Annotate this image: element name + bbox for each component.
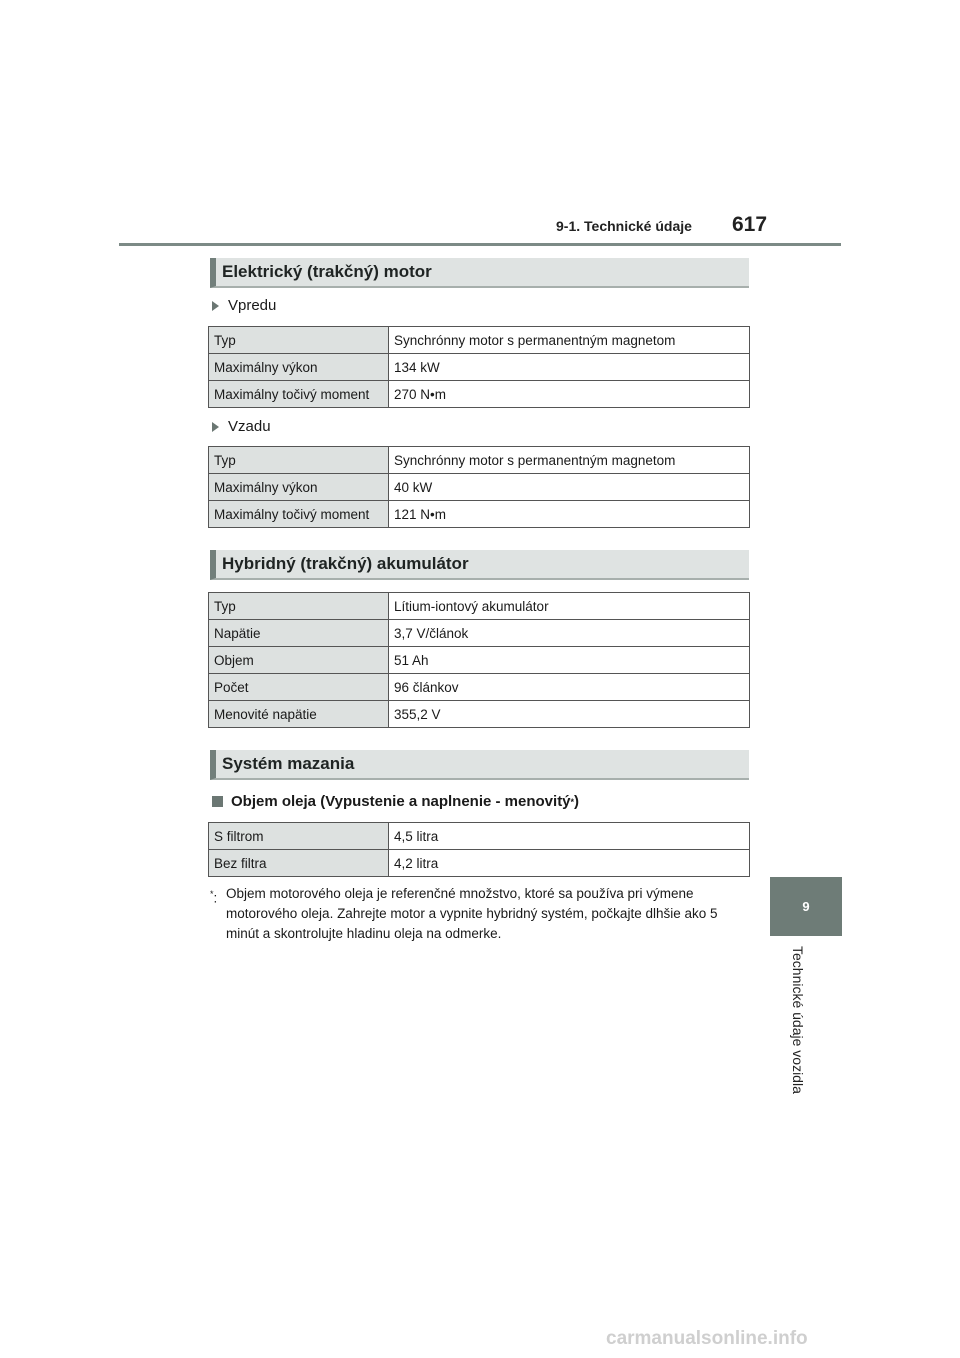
table-row	[209, 593, 750, 620]
table-row	[209, 674, 750, 701]
row-label: Maximálny točivý moment	[209, 501, 389, 528]
table-row	[209, 850, 750, 877]
row-label: Maximálny výkon	[209, 354, 389, 381]
row-value: 355,2 V	[389, 701, 750, 728]
row-label: Objem	[209, 647, 389, 674]
row-label: Napätie	[209, 620, 389, 647]
row-value: 51 Ah	[389, 647, 750, 674]
row-value: 3,7 V/článok	[389, 620, 750, 647]
row-label: Počet	[209, 674, 389, 701]
row-value: 96 článkov	[389, 674, 750, 701]
section-title-battery: Hybridný (trakčný) akumulátor	[210, 550, 749, 580]
footnote-colon: :	[213, 890, 218, 906]
subheading-rear	[212, 418, 271, 435]
section-title-lubrication: Systém mazania	[210, 750, 749, 780]
subheading-front-label: Vpredu	[228, 297, 277, 314]
footnote-asterisk: *	[210, 889, 214, 899]
table-row	[209, 474, 750, 501]
table-row	[209, 620, 750, 647]
table-row	[209, 381, 750, 408]
row-value: 121 N•m	[389, 501, 750, 528]
section-title-motor: Elektrický (trakčný) motor	[210, 258, 749, 288]
table-row	[209, 501, 750, 528]
subheading-oil	[212, 793, 579, 810]
row-label: Menovité napätie	[209, 701, 389, 728]
table-row	[209, 823, 750, 850]
chapter-tab	[770, 877, 842, 936]
table-row	[209, 327, 750, 354]
section-heading: 9-1. Technické údaje	[556, 218, 692, 234]
row-value: Synchrónny motor s permanentným magnetom	[389, 447, 750, 474]
row-label: S filtrom	[209, 823, 389, 850]
row-label: Maximálny výkon	[209, 474, 389, 501]
table-row	[209, 447, 750, 474]
header-divider	[119, 243, 841, 246]
subheading-rear-label: Vzadu	[228, 418, 271, 435]
row-value: 4,5 litra	[389, 823, 750, 850]
arrow-right-icon	[212, 422, 219, 432]
oil-heading-mark: *	[570, 796, 575, 807]
table-row	[209, 647, 750, 674]
subheading-front	[212, 297, 276, 314]
row-label: Typ	[209, 327, 389, 354]
row-value: 134 kW	[389, 354, 750, 381]
footnote-text: Objem motorového oleja je referenčné množstvo, ktoré sa používa pri výmene motorového oleja. Zahrejte motor a vypnite hybridný systém, počkajte dlhšie ako 5 minút a skontrolujte hladinu oleja na odmerke.	[226, 886, 718, 941]
row-label: Maximálny točivý moment	[209, 381, 389, 408]
oil-heading-end: )	[574, 793, 580, 810]
footnote	[210, 884, 750, 944]
watermark: carmanualsonline.info	[606, 1328, 808, 1349]
oil-heading-text: Objem oleja (Vypustenie a naplnenie - menovitý	[231, 793, 571, 810]
footnote-marker	[210, 884, 217, 909]
chapter-number: 9	[802, 899, 810, 914]
table-oil	[208, 822, 750, 877]
table-row	[209, 354, 750, 381]
table-motor-front	[208, 326, 750, 408]
table-battery	[208, 592, 750, 728]
row-label: Typ	[209, 447, 389, 474]
square-bullet-icon	[212, 796, 223, 807]
row-label: Typ	[209, 593, 389, 620]
row-value: 4,2 litra	[389, 850, 750, 877]
row-value: 270 N•m	[389, 381, 750, 408]
arrow-right-icon	[212, 301, 219, 311]
chapter-label: Technické údaje vozidla	[790, 946, 806, 1094]
row-value: Synchrónny motor s permanentným magnetom	[389, 327, 750, 354]
row-value: 40 kW	[389, 474, 750, 501]
row-label: Bez filtra	[209, 850, 389, 877]
table-row	[209, 701, 750, 728]
table-motor-rear	[208, 446, 750, 528]
page-number: 617	[732, 213, 768, 236]
row-value: Lítium-iontový akumulátor	[389, 593, 750, 620]
